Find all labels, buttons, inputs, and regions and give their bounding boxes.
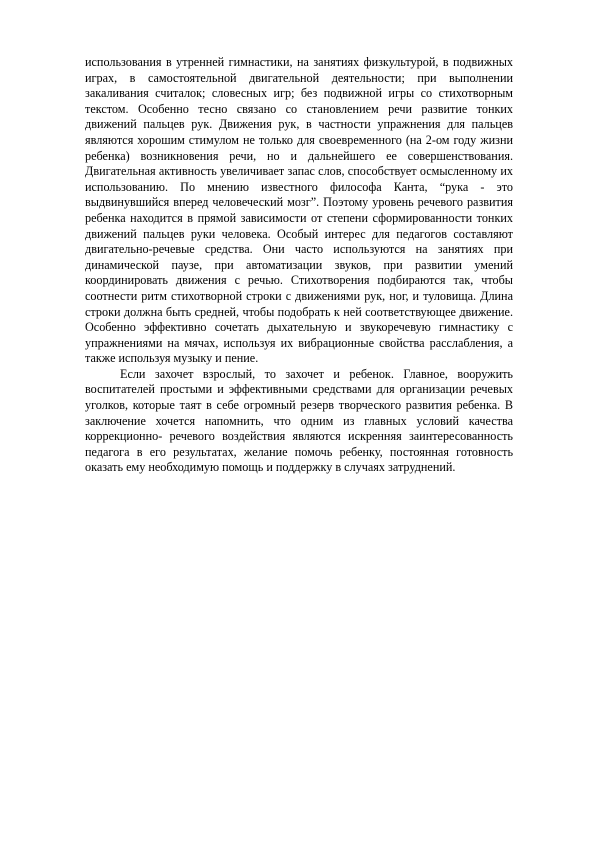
paragraph-conclusion: Если захочет взрослый, то захочет и ребенок. Главное, вооружить воспитателей простыми и эффективными средствами для организации речевых уголков, которые таят в себе огромный резерв творческого развития ребенка. В заключение хочется напомнить, что одним из главных условий качества коррекционно- речевого воздействия являются искренняя заинтересованность педагога в его результатах, желание помочь ребенку, постоянная готовность оказать ему необходимую помощь и поддержку в случаях затруднений. — [85, 366, 513, 475]
paragraph-continuation: использования в утренней гимнастики, на занятиях физкультурой, в подвижных играх, в самостоятельной двигательной деятельности; при выполнении закаливания считалок; словесных игр; без подвижной игры со стихотворным текстом. Особенно тесно связано со становлением речи развитие тонких движений пальцев рук. Движения рук, в частности упражнения для пальцев являются хорошим стимулом не только для своевременного (на 2-ом году жизни ребенка) возникновения речи, но и дальнейшего ее совершенствования. Двигательная активность увеличивает запас слов, способствует осмысленному их использованию. По мнению известного философа Канта, “рука - это выдвинувшийся вперед человеческий мозг”. Поэтому уровень речевого развития ребенка находится в прямой зависимости от степени сформированности тонких движений пальцев руки человека. Особый интерес для педагогов составляют двигательно-речевые средства. Они часто используются на занятиях при динамической паузе, при автоматизации звуков, при развитии умений координировать движения с речью. Стихотворения подбираются так, чтобы соотнести ритм стихотворной строки с движениями рук, ног, и туловища. Длина строки должна быть средней, чтобы подобрать к ней соответствующее движение. Особенно эффективно сочетать дыхательную и звукоречевую гимнастику с упражнениями на мячах, используя их вибрационные свойства расслабления, а также используя музыку и пение. — [85, 55, 513, 366]
document-page — [85, 55, 513, 476]
